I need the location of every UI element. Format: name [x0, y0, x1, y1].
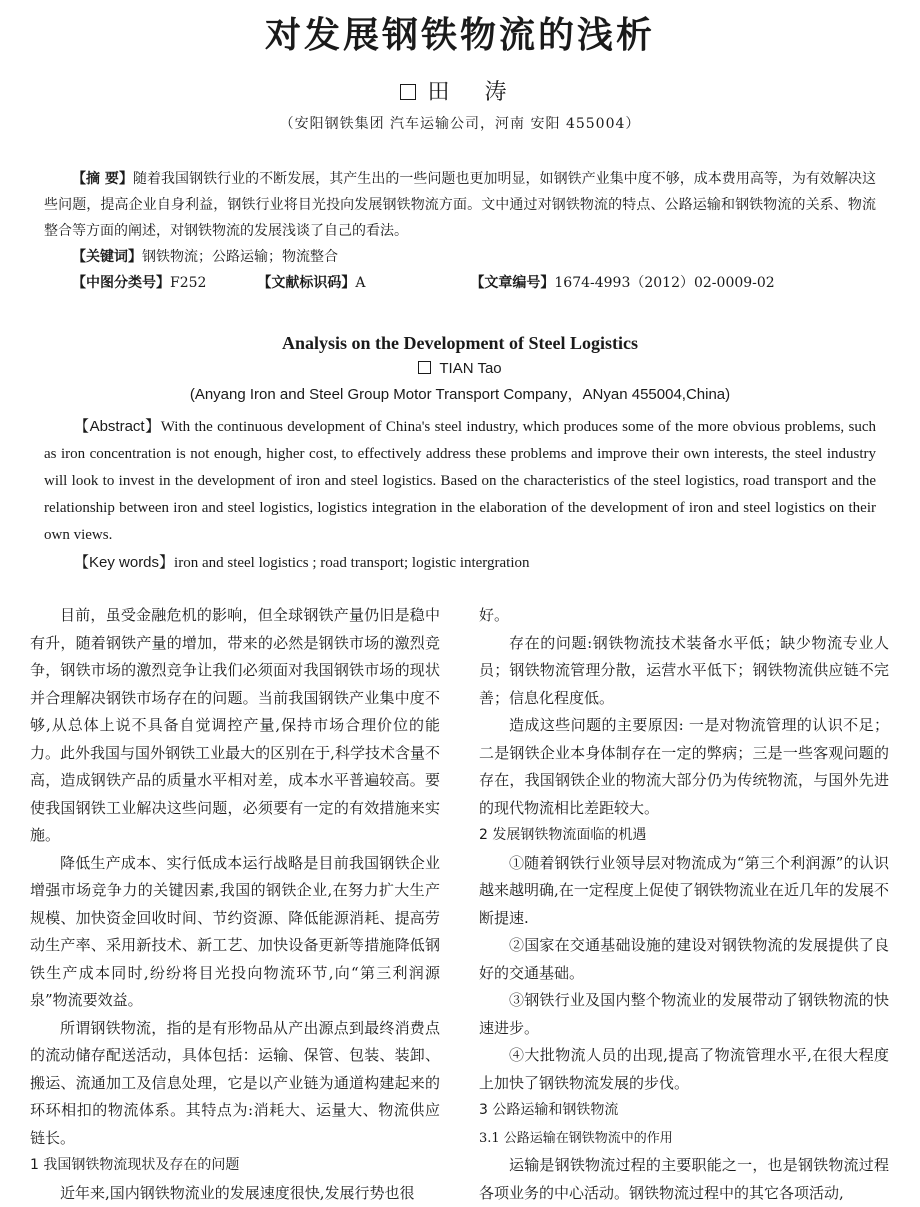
article-no-value: 1674-4993（2012）02-0009-02 — [554, 275, 774, 291]
author-box-icon — [400, 84, 416, 100]
abstract-cn-text: 随着我国钢铁行业的不断发展，其产生出的一些问题也更加明显，如钢铁产业集中度不够，成本费用高等，为有效解决这些问题，提高企业自身利益，钢铁行业将目光投向发展钢铁物流方面。文中通过对钢铁物流的特点、公路运输和钢铁物流的关系、物流整合等方面的阐述，对钢铁物流的发展浅谈了自己的看法。 — [44, 171, 876, 239]
body-paragraph: 降低生产成本、实行低成本运行战略是目前我国钢铁企业增强市场竞争力的关键因素,我国的钢铁企业,在努力扩大生产规模、加快资金回收时间、节约资源、降低能源消耗、提高劳动生产率、采用新技术、新工艺、加快设备更新等措施降低钢铁生产成本同时,纷纷将目光投向物流环节,向“第三利润源泉”物流要效益。 — [30, 850, 440, 1015]
article-no-label: 【文章编号】 — [470, 275, 554, 291]
body-paragraph: 运输是钢铁物流过程的主要职能之一，也是钢铁物流过程各项业务的中心活动。钢铁物流过程中的其它各项活动, — [479, 1152, 889, 1207]
abstract-cn-label: 【摘 要】 — [72, 171, 133, 187]
section-heading-3: 3 公路运输和钢铁物流 — [479, 1097, 889, 1125]
author-name: 田 涛 — [428, 80, 521, 105]
abstract-en-text: With the continuous development of China's steel industry, which produces some of the more obvious problems, such as iron concentration is not enough, higher cost, to effectively address these problems and improve their own interests, the steel industry will look to invest in the development of iron and steel logistics. Based on the characteristics of the steel logistics, road transport and the relationship between iron and steel logistics, logistics integration in the elaboration of the development of iron and steel logistics on their own views. — [44, 419, 876, 543]
abstract-en-block — [44, 413, 876, 577]
body-paragraph: 造成这些问题的主要原因: 一是对物流管理的认识不足；二是钢铁企业本身体制存在一定的弊病；三是一些客观问题的存在，我国钢铁企业的物流大部分仍为传统物流，与国外先进的现代物流相比差距较大。 — [479, 712, 889, 822]
abstract-en — [44, 413, 876, 549]
keywords-en-text: iron and steel logistics ; road transport; logistic intergration — [174, 555, 530, 571]
keywords-cn — [44, 244, 876, 270]
subsection-heading-3-1: 3.1 公路运输在钢铁物流中的作用 — [479, 1125, 889, 1153]
title-en: Analysis on the Development of Steel Logistics — [0, 330, 920, 356]
author-en-name: TIAN Tao — [439, 360, 501, 377]
body-paragraph: ②国家在交通基础设施的建设对钢铁物流的发展提供了良好的交通基础。 — [479, 932, 889, 987]
abstract-cn — [44, 166, 876, 244]
keywords-en-label: 【Key words】 — [74, 554, 174, 571]
body-paragraph: 目前，虽受金融危机的影响，但全球钢铁产量仍旧是稳中有升，随着钢铁产量的增加，带来的必然是钢铁市场的激烈竞争，钢铁市场的激烈竞争让我们必须面对我国钢铁市场的现状并合理解决钢铁市场存在的问题。当前我国钢铁产业集中度不够,从总体上说不具备自觉调控产量,保持市场合理价位的能力。此外我国与国外钢铁工业最大的区别在于,科学技术含量不高，造成钢铁产品的质量水平相对差，成本水平普遍较高。要使我国钢铁工业解决这些问题，必须要有一定的有效措施来实施。 — [30, 602, 440, 850]
body-right-column — [479, 602, 889, 1207]
paper-title: 对发展钢铁物流的浅析 — [0, 10, 920, 62]
body-paragraph: 好。 — [479, 602, 889, 630]
section-heading-1: 1 我国钢铁物流现状及存在的问题 — [30, 1152, 440, 1180]
clc-value: F252 — [170, 275, 206, 291]
body-paragraph: ①随着钢铁行业领导层对物流成为“第三个利润源”的认识越来越明确,在一定程度上促使了钢铁物流业在近几年的发展不断提速. — [479, 850, 889, 933]
body-left-column — [30, 602, 440, 1207]
author-en-box-icon — [418, 361, 431, 374]
classification-line — [44, 270, 876, 296]
doc-code-label: 【文献标识码】 — [257, 275, 355, 291]
affiliation-en: (Anyang Iron and Steel Group Motor Transport Company，ANyan 455004,China) — [0, 383, 920, 407]
author-line — [0, 76, 920, 110]
keywords-cn-label: 【关键词】 — [72, 249, 142, 265]
abstract-cn-block — [44, 166, 876, 296]
body-paragraph: ③钢铁行业及国内整个物流业的发展带动了钢铁物流的快速进步。 — [479, 987, 889, 1042]
body-paragraph: ④大批物流人员的出现,提高了物流管理水平,在很大程度上加快了钢铁物流发展的步伐。 — [479, 1042, 889, 1097]
body-paragraph: 所谓钢铁物流，指的是有形物品从产出源点到最终消费点的流动储存配送活动，具体包括：运输、保管、包装、装卸、搬运、流通加工及信息处理，它是以产业链为通道构建起来的环环相扣的物流体系。其特点为:消耗大、运量大、物流供应链长。 — [30, 1015, 440, 1153]
keywords-en — [44, 549, 876, 577]
keywords-cn-text: 钢铁物流；公路运输；物流整合 — [142, 249, 338, 265]
author-en-line — [0, 357, 920, 381]
affiliation: （安阳钢铁集团 汽车运输公司，河南 安阳 455004） — [0, 113, 920, 135]
body-paragraph: 近年来,国内钢铁物流业的发展速度很快,发展行势也很 — [30, 1180, 440, 1207]
body-paragraph: 存在的问题:钢铁物流技术装备水平低；缺少物流专业人员；钢铁物流管理分散，运营水平低下；钢铁物流供应链不完善；信息化程度低。 — [479, 630, 889, 713]
section-heading-2: 2 发展钢铁物流面临的机遇 — [479, 822, 889, 850]
doc-code-value: A — [355, 275, 365, 291]
abstract-en-label: 【Abstract】 — [74, 418, 161, 435]
clc-label: 【中图分类号】 — [72, 275, 170, 291]
